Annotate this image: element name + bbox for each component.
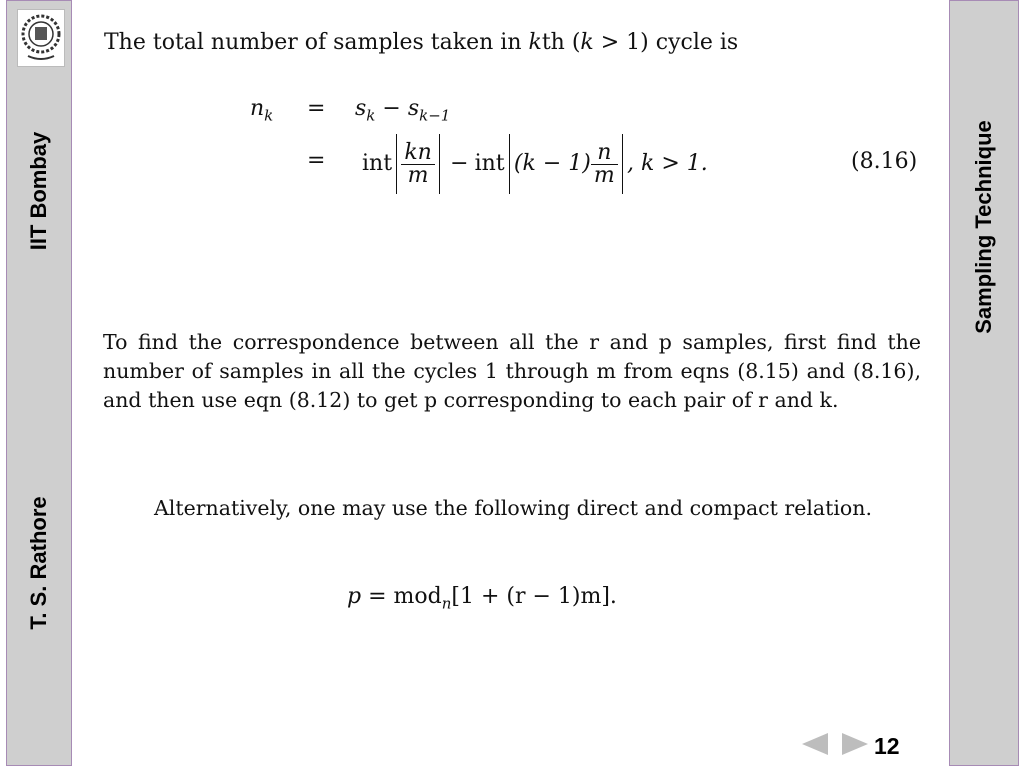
intro-line: The total number of samples taken in kth (k > 1) cycle is [104,30,739,55]
iit-bombay-logo-icon [17,9,65,67]
equation-line-1: $n_k$ [250,96,274,125]
equation-number: (8.16) [851,149,918,174]
equation-rhs-1: $s_k - s_{k-1}$ [355,96,451,125]
right-sidebar [949,0,1019,766]
equation-mod: p = mod$_n$[1 + (r − 1)m]. [347,584,617,613]
equals-sign-1: = [307,96,326,121]
equation-rhs-2: int $\frac{kn}{m}$ − int (k − 1) $\frac{n}{m}$ , k > 1. [362,132,708,196]
left-sidebar [6,0,72,766]
institute-label: IIT Bombay [26,131,51,251]
paragraph-2: Alternatively, one may use the following direct and compact relation. [154,496,872,520]
triangle-left-icon[interactable] [802,733,828,755]
page-number: 12 [874,733,900,759]
triangle-right-icon[interactable] [842,733,868,755]
equals-sign-2: = [307,148,326,173]
author-label: T. S. Rathore [26,496,51,630]
paragraph-1: To find the correspondence between all the r and p samples, first find the number of samples in all the cycles 1 through m from eqns (8.15) and (8.16), and then use eqn (8.12) to get p corresponding to each pair of r and k. [103,330,921,412]
section-title: Sampling Technique [971,120,996,334]
